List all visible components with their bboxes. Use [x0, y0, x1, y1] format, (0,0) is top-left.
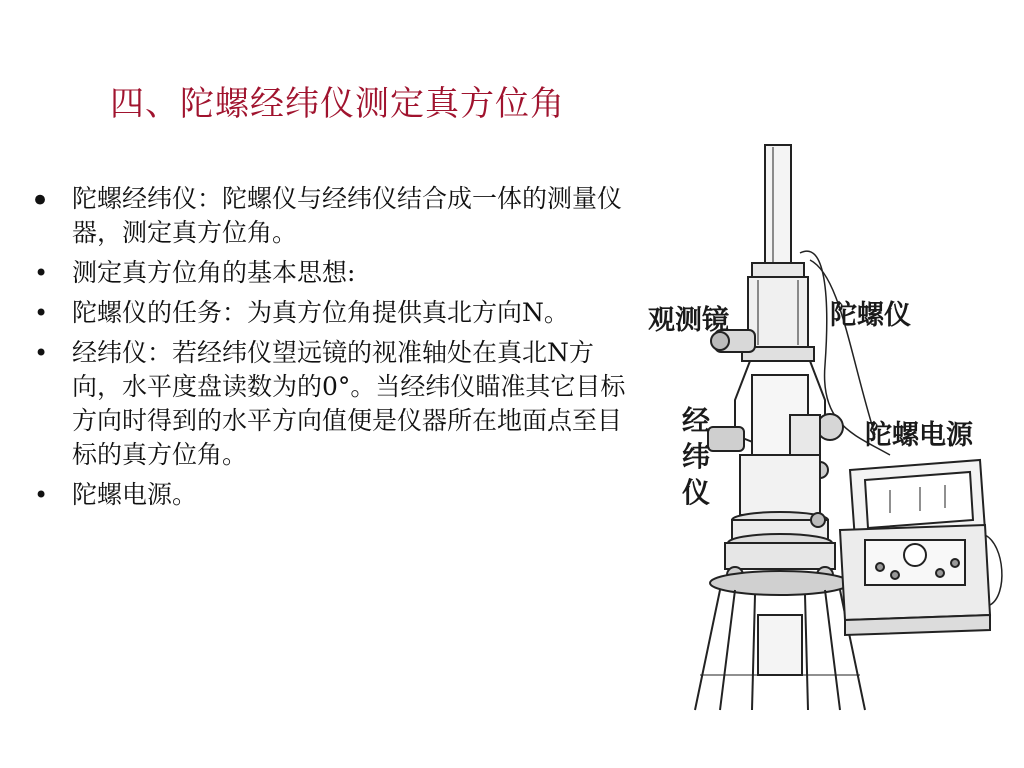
bullet-marker: • [34, 481, 49, 509]
bullet-marker: • [34, 339, 49, 367]
list-item [28, 256, 628, 290]
slide-title: 四、陀螺经纬仪测定真方位角 [110, 84, 565, 124]
label-power: 陀螺电源 [865, 420, 973, 451]
bullet-text: 经纬仪：若经纬仪望远镜的视准轴处在真北N方向，水平度盘读数为的0°。当经纬仪瞄准其它目标方向时得到的水平方向值便是仪器所在地面点至目标的真方位角。 [72, 338, 626, 469]
bullet-text: 陀螺电源。 [72, 480, 198, 509]
bullet-marker: • [34, 299, 49, 327]
bullet-text: 陀螺经纬仪：陀螺仪与经纬仪结合成一体的测量仪器，测定真方位角。 [72, 184, 623, 247]
label-gyro: 陀螺仪 [830, 300, 911, 331]
bullet-text: 陀螺仪的任务：为真方位角提供真北方向N。 [72, 298, 569, 327]
label-telescope: 观测镜 [648, 305, 729, 336]
bullet-text: 测定真方位角的基本思想: [72, 258, 356, 287]
label-theodolite: 经纬仪 [682, 404, 711, 509]
list-item [28, 336, 628, 472]
list-item [28, 296, 628, 330]
gyro-theodolite-illustration [640, 135, 1020, 715]
bullet-marker: • [30, 181, 51, 221]
bullet-marker: • [34, 259, 49, 287]
list-item [28, 182, 628, 250]
bullet-list [28, 182, 628, 518]
list-item [28, 478, 628, 512]
